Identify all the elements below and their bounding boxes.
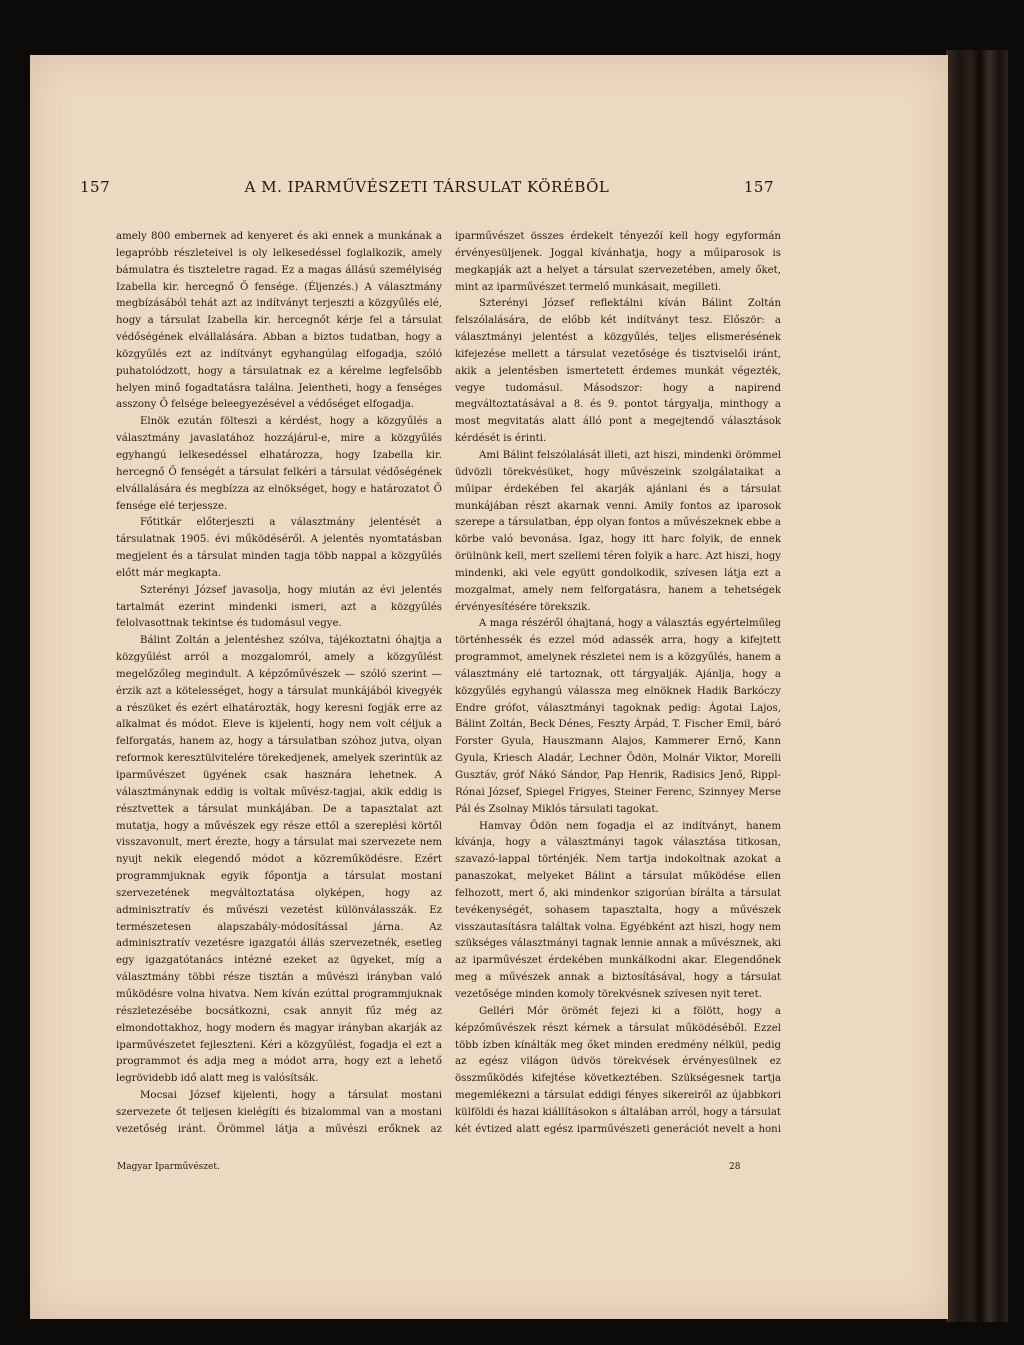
paragraph: iparművészet összes érdekelt tényezőí kell hogy egyformán érvényesüljenek. Joggal kívánhatja, hogy a műiparosok is megkapják azt a helyet a társulat szervezetében, amely őket, mint az iparművészet termelő munkásait, megilleti. <box>455 231 781 293</box>
paragraph: Gelléri Mór örömét fejezi ki a fölött, hogy a képzőművészek részt kérnek a társulat működéséből. Ezzel több ízben kínálták meg őket minden eredmény nélkül, pedig az egész világon üdvös törekvések érvényesülnek ez összműködés kifejtése következtében. Szükségesnek tartja megemlékezni a társulat eddigi fényes sikereiről az újabbkori külföldi és hazai kiállításokon s általában arról, hogy a társulat két évtized alatt egész iparművészeti generációt nevelt a honi <box>455 1005 781 1135</box>
left-column <box>116 229 442 1139</box>
running-header <box>80 178 774 202</box>
paragraph: Hamvay Ödön nem fogadja el az indítványt, hanem kívánja, hogy a választmányi tagok választása titkosan, szavazó-lappal történjék. Nem tartja indokoltnak azokat a panaszokat, melyeket Bálint a társulat működése ellen felhozott, mert ő, aki mindenkor szigorúan bírálta a társulat tevékenységét, sohasem tapasztalta, hogy a művészek visszautasításra találtak volna. Egyébként azt hiszi, hogy nem szükséges választmányi tagnak lennie annak a művésznek, aki az iparművészet érdekében munkálkodni akar. Elegendőnek meg a művészek annak a biztosításával, hogy a társulat vezetősége minden komoly törekvésnek szívesen nyit teret. <box>455 820 781 1000</box>
footer-journal-name: Magyar Iparművészet. <box>117 1162 220 1172</box>
paragraph: Mocsai József kijelenti, hogy a társulat mostani szervezete őt teljesen kielégíti és bizalommal van a mostani vezetőség iránt. Örömmel látja a művészi erőknek az <box>116 1090 442 1135</box>
paragraph: Elnök ezután fölteszi a kérdést, hogy a közgyűlés a választmány javaslatához hozzájárul-e, mire a közgyűlés egyhangú lelkesedéssel elhatározza, hogy Izabella kir. hercegnő Ő fenségét a társulat felkéri a társulat védőségének elvállalására és megbízza az elnökséget, hogy e határozatot Ő fensége elé terjessze. <box>116 416 442 512</box>
right-column <box>455 229 781 1139</box>
paragraph: Bálint Zoltán a jelentéshez szólva, tájékoztatni óhajtja a közgyűlést arról a mozgalomról, amely a közgyűlést megelőzőleg megindult. A képzőművészek — szóló szerint — érzik azt a kötelességet, hogy a társulat munkájából kivegyék a részüket és ezért elhatározták, hogy keresni fogják erre az alkalmat és módot. Eleve is kijelenti, hogy nem volt céljuk a felforgatás, hanem az, hogy a társulatban szóhoz jutva, olyan reformok keresztülvitelére törekedjenek, amelyek szerintük az iparművészet ügyének csak hasznára lehetnek. A választmánynak eddig is voltak művész-tagjai, akik eddig is résztvettek a társulat munkájában. De a tapasztalat azt mutatja, hogy a művészek egy része ettől a szereplési körtől visszavonult, mert érezte, hogy a társulat mai szervezete nem nyujt nekik elegendő módot a közreműködésre. Ezért programmjuknak egyik főpontja a társulat mostani szervezetének megváltoztatása olyképen, hogy az adminisztratív és művészi vezetést különválasszák. Ez természetesen alapszabály-módosítással járna. Az adminisztratív vezetésre igazgatói állás szervezetnék, esetleg egy igazgatótanács intézné ezeket az ügyeket, míg a választmány többi része tisztán a művészi irányban való működésre volna hivatva. Nem kíván ezúttal programmjuknak részletezésébe bocsátkozni, csak annyit fűz még az elmondottakhoz, hogy modern és magyar irányban akarják az iparművészetet fejleszteni. Kéri a közgyűlést, fogadja el ezt a programmot és adja meg a módot arra, hogy ezt a lehető legrövidebb idő alatt meg is valósítsák. <box>116 635 442 1085</box>
running-title: A M. IPARMŰVÉSZETI TÁRSULAT KÖRÉBŐL <box>244 178 610 196</box>
paragraph: Szterényi József javasolja, hogy miután az évi jelentés tartalmát ezerint mindenki ismeri, azt a közgyűlés felolvasottnak tekintse és tudomásul vegye. <box>116 584 442 630</box>
paragraph: Ami Bálint felszólalását illeti, azt hiszi, mindenki örömmel üdvözli törekvésüket, hogy művészeink szolgálataikat a műipar érdekében fel akarják ajánlani és a társulat munkájában részt akarnak venni. Amily fontos az iparosok szerepe a társulatban, épp olyan fontos a művészeknek ebbe a körbe való bevonása. Igaz, hogy itt harc folyik, de ennek örülnünk kell, mert szellemi téren folyik a harc. Azt hiszi, hogy mindenki, aki vele együtt gondolkodik, szívesen látja ezt a mozgalmat, amely nem felforgatásra, hanem a tehetségek érvényesítésére törekszik. <box>455 449 781 613</box>
paragraph: Főtitkár előterjeszti a választmány jelentését a társulatnak 1905. évi működéséről. A jelentés nyomtatásban megjelent és a társulat minden tagja több nappal a közgyűlés előtt már megkapta. <box>116 517 442 579</box>
footer-signature-number: 28 <box>729 1162 741 1172</box>
page-number-right: 157 <box>743 178 774 196</box>
paragraph: A maga részéről óhajtaná, hogy a választás egyértelműleg történhessék és ezzel mód adassék arra, hogy a kifejtett programmot, amelynek részletei nem is a közgyűlés, hanem a választmány elé tartoznak, ott tárgyalják. Ajánlja, hogy a közgyűlés egyhangú válassza meg elnöknek Hadik Barkóczy Endre grófot, választmányi tagoknak pedig: Ágotai Lajos, Bálint Zoltán, Beck Dénes, Feszty Árpád, T. Fischer Emil, báró Forster Gyula, Hauszmann Alajos, Kammerer Ernő, Kann Gyula, Kriesch Aladár, Lechner Ödön, Molnár Viktor, Morelli Gusztáv, gróf Nákó Sándor, Pap Henrik, Radisics Jenő, Rippl-Rónai József, Spiegel Frigyes, Steiner Ferenc, Szinnyey Merse Pál és Zsolnay Miklós társulati tagokat. <box>455 618 781 815</box>
book-page-edge <box>946 50 1008 1322</box>
paragraph: Szterényi József reflektálni kíván Bálint Zoltán felszólalására, de előbb két indítványt tesz. Először: a választmányi jelentést a közgyűlés, teljes elismerésének kifejezése mellett a társulat vezetősége és tisztviselői iránt, akik a jelentésben ismertetett érdemes munkát végezték, vegye tudomásul. Másodszor: hogy a napirend megváltoztatásával a 8. és 9. pontot tárgyalja, minthogy a most megvitatás alatt álló pont a megejtendő választások kérdését is érinti. <box>455 298 781 445</box>
page-number-left: 157 <box>80 178 111 196</box>
paragraph: amely 800 embernek ad kenyeret és aki ennek a munkának a legapróbb részleteivel is oly lelkesedéssel foglalkozik, amely bámulatra és tiszteletre ragad. Ez a magas állású személyiség Izabella kir. hercegnő Ő fensége. (Éljenzés.) A választmány megbízásából tehát azt az indítványt terjeszti a közgyűlés elé, hogy a társulat Izabella kir. hercegnőt kérje fel a társulat védőségének elvállalására. Abban a biztos tudatban, hogy a közgyűlés ezt az indítványt egyhangúlag elfogadja, szóló puhatolódzott, hogy a társulatnak ez a kérelme legfelsőbb helyen minő fogadtatásra találna. Jelentheti, hogy a fenséges asszony Ő felsége beleegyezésével a védőséget elfogadja. <box>116 231 442 411</box>
